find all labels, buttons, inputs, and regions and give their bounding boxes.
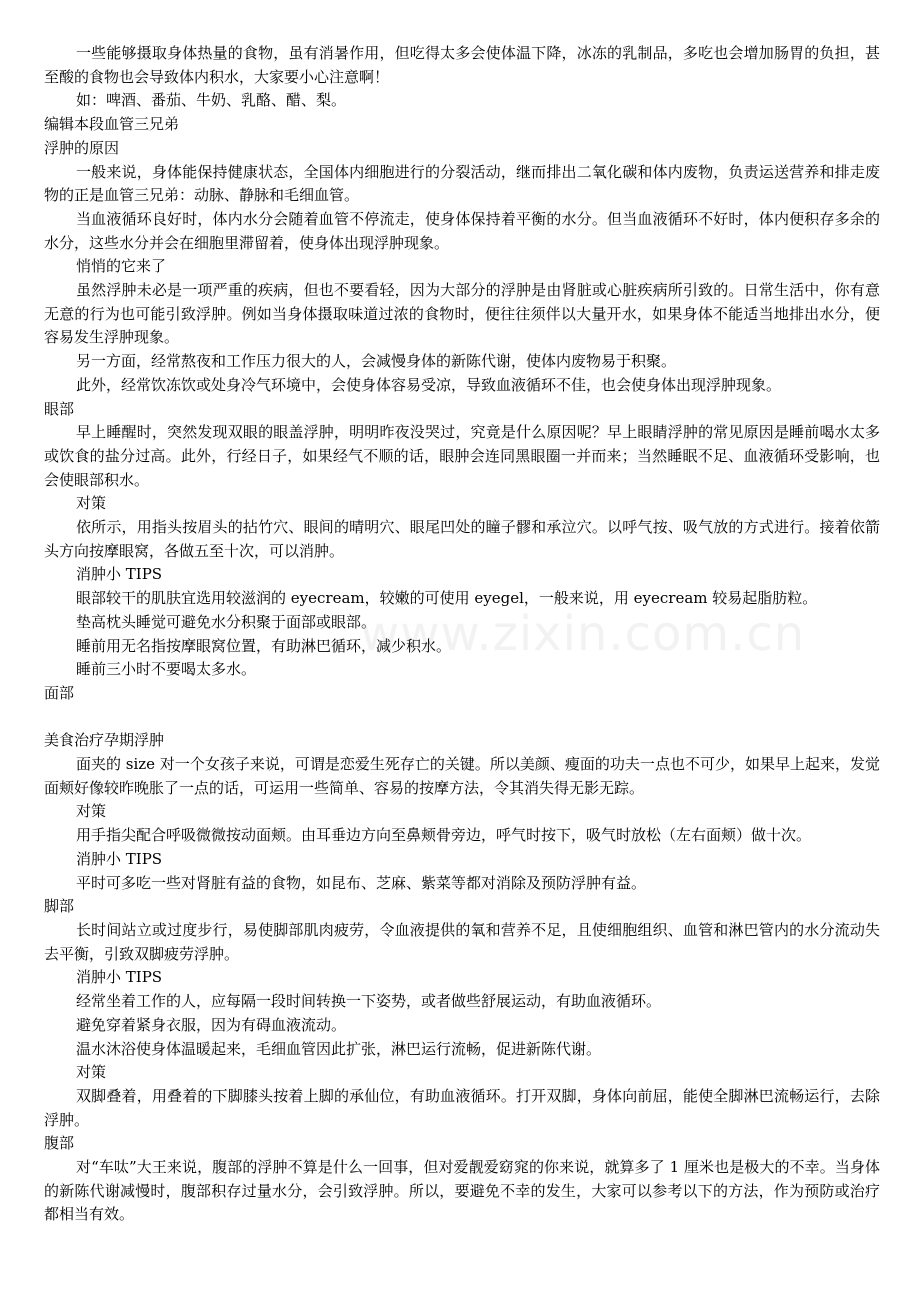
section-heading-blood-vessels: 编辑本段血管三兄弟 bbox=[44, 115, 180, 134]
document-body bbox=[44, 42, 880, 1227]
paragraph: 虽然浮肿未必是一项严重的疾病，但也不要看轻，因为大部分的浮肿是由肾脏或心脏疾病所引致的。日常生活中，你有意无意的行为也可能引致浮肿。例如当身体摄取味道过浓的食物时，便往往须伴以大量开水，如果身体不能适当地排出水分，便容易发生浮肿现象。 bbox=[44, 281, 880, 347]
blank-line bbox=[44, 706, 880, 730]
subheading-edema-causes: 浮肿的原因 bbox=[44, 138, 120, 157]
label-tips: 消肿小 TIPS bbox=[76, 849, 163, 868]
paragraph: 早上睡醒时，突然发现双眼的眼盖浮肿，明明昨夜没哭过，究竟是什么原因呢？早上眼睛浮肿的常见原因是睡前喝水太多或饮食的盐分过高。此外，行经日子，如果经气不顺的话，眼肿会连同黑眼圈一并而来；当然睡眠不足、血液循环受影响，也会使眼部积水。 bbox=[44, 423, 880, 489]
paragraph: 当血液循环良好时，体内水分会随着血管不停流走，使身体保持着平衡的水分。但当血液循环不好时，体内便积存多余的水分，这些水分并会在细胞里滞留着，使身体出现浮肿现象。 bbox=[44, 209, 880, 252]
intro-paragraph: 一些能够摄取身体热量的食物，虽有消暑作用，但吃得太多会使体温下降，冰冻的乳制品，多吃也会增加肠胃的负担，甚至酸的食物也会导致体内积水，大家要小心注意啊！ bbox=[44, 44, 880, 86]
watermark: www.zixin.com.cn bbox=[360, 606, 806, 662]
paragraph: 面夹的 size 对一个女孩子来说，可谓是恋爱生死存亡的关键。所以美颜、瘦面的功夫一点也不可少，如果早上起来，发觉面颊好像较昨晚胀了一点的话，可运用一些简单、容易的按摩方法，令其消失得无影无踪。 bbox=[44, 755, 880, 797]
label-countermeasure: 对策 bbox=[76, 494, 107, 513]
paragraph: 长时间站立或过度步行，易使脚部肌肉疲劳，令血液提供的氧和营养不足，且使细胞组织、血管和淋巴管内的水分流动失去平衡，引致双脚疲劳浮肿。 bbox=[44, 921, 880, 963]
paragraph: 双脚叠着，用叠着的下脚膝头按着上脚的承仙位，有助血液循环。打开双脚，身体向前屈，能使全脚淋巴流畅运行，去除浮肿。 bbox=[44, 1086, 880, 1129]
paragraph: 对“车呔”大王来说，腹部的浮肿不算是什么一回事，但对爱靓爱窈窕的你来说，就算多了 1 厘米也是极大的不幸。当身体的新陈代谢减慢时，腹部积存过量水分，会引致浮肿。所以，要避免不幸的发生，大家可以参考以下的方法，作为预防或治疗都相当有效。 bbox=[44, 1158, 880, 1224]
intro-examples: 如：啤酒、番茄、牛奶、乳酪、醋、梨。 bbox=[76, 91, 347, 110]
paragraph: 一般来说，身体能保持健康状态，全国体内细胞进行的分裂活动，继而排出二氧化碳和体内废物，负责运送营养和排走废物的正是血管三兄弟：动脉、静脉和毛细血管。 bbox=[44, 162, 880, 205]
label-countermeasure: 对策 bbox=[76, 802, 107, 821]
section-heading-belly: 腹部 bbox=[44, 1134, 75, 1153]
tip-item: 温水沐浴使身体温暖起来，毛细血管因此扩张，淋巴运行流畅，促进新陈代谢。 bbox=[76, 1039, 602, 1058]
label-countermeasure: 对策 bbox=[76, 1063, 107, 1082]
tip-item: 眼部较干的肌肤宜选用较滋润的 eyecream，较嫩的可使用 eyegel，一般来说，用 eyecream 较易起脂肪粒。 bbox=[76, 589, 818, 608]
tip-item: 避免穿着紧身衣服，因为有碍血液流动。 bbox=[76, 1015, 347, 1034]
paragraph: 依所示，用指头按眉头的拈竹穴、眼间的晴明穴、眼尾凹处的瞳子髎和承泣穴。以呼气按、吸气放的方式进行。接着依箭头方向按摩眼窝，各做五至十次，可以消肿。 bbox=[44, 518, 880, 560]
section-heading-eye: 眼部 bbox=[44, 399, 75, 418]
tip-item: 经常坐着工作的人，应每隔一段时间转换一下姿势，或者做些舒展运动，有助血液循环。 bbox=[76, 992, 662, 1011]
subheading-quietly-arrives: 悄悄的它来了 bbox=[76, 257, 167, 276]
tip-item: 睡前用无名指按摩眼窝位置，有助淋巴循环，减少积水。 bbox=[76, 636, 452, 655]
section-heading-face: 面部 bbox=[44, 683, 75, 702]
tip-item: 平时可多吃一些对肾脏有益的食物，如昆布、芝麻、紫菜等都对消除及预防浮肿有益。 bbox=[76, 873, 647, 892]
paragraph: 此外，经常饮冻饮或处身冷气环境中，会使身体容易受凉，导致血液循环不佳，也会使身体出现浮肿现象。 bbox=[76, 375, 782, 394]
subheading-pregnancy-edema: 美食治疗孕期浮肿 bbox=[44, 731, 165, 750]
section-heading-foot: 脚部 bbox=[44, 897, 75, 916]
paragraph: 另一方面，经常熬夜和工作压力很大的人，会减慢身体的新陈代谢，使体内废物易于积聚。 bbox=[76, 352, 677, 371]
label-tips: 消肿小 TIPS bbox=[76, 968, 163, 987]
tip-item: 垫高枕头睡觉可避免水分积聚于面部或眼部。 bbox=[76, 612, 377, 631]
paragraph: 用手指尖配合呼吸微微按动面颊。由耳垂边方向至鼻颊骨旁边，呼气时按下，吸气时放松（左右面颊）做十次。 bbox=[76, 826, 812, 845]
tip-item: 睡前三小时不要喝太多水。 bbox=[76, 660, 257, 679]
label-tips: 消肿小 TIPS bbox=[76, 565, 163, 584]
